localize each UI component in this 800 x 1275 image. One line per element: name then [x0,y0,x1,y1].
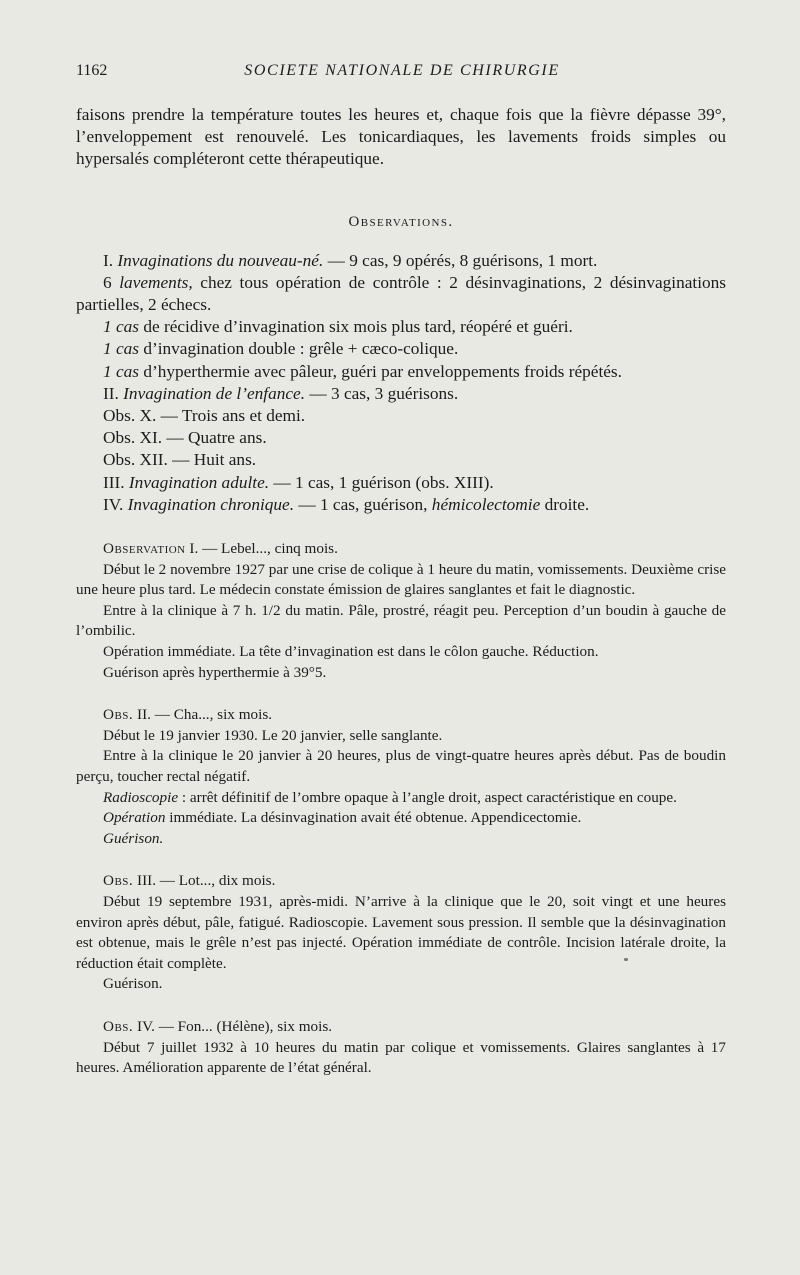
summary-numeral: I. [103,250,114,270]
summary-emphasis: 1 cas [103,339,139,359]
summary-emphasis: hémicolectomie [431,494,541,514]
summary-text: d’hyperthermie avec pâleur, guéri par enveloppements froids répétés. [139,361,622,381]
case-heading [76,705,726,726]
summary-item-4 [76,494,726,516]
case-label: Obs. [103,872,134,890]
summary-item-1c [76,338,726,360]
summary-item-2b: Obs. XI. — Quatre ans. [103,428,267,448]
case-emphasis: Radioscopie [103,788,179,806]
case-paragraph: Opération immédiate. La tête d’invagination est dans le côlon gauche. Réduction. [103,643,599,661]
case-head-text: III. — Lot..., dix mois. [133,872,276,890]
intro-paragraph: faisons prendre la température toutes les heures et, chaque fois que la fièvre dépasse 39°, l’enveloppement est renouvelé. Les tonicardiaques, les lavements froids simples ou hypersalés compléteront cette thérapeutique. [76,105,726,169]
page-number: 1162 [76,62,108,79]
summary-numeral: III. [103,472,125,492]
case-observation-4 [76,1017,726,1079]
case-heading [76,1017,726,1038]
case-paragraph: Début 7 juillet 1932 à 10 heures du matin par colique et vomissements. Glaires sanglantes à 17 heures. Amélioration apparente de l’état général. [76,1038,726,1077]
case-observation-2 [76,705,726,849]
summary-emphasis: lavements, [119,272,193,292]
summary-item-2a: Obs. X. — Trois ans et demi. [103,406,306,426]
summary-item-2 [76,383,726,405]
case-paragraph: Guérison après hyperthermie à 39°5. [103,663,327,681]
case-observation-3 [76,871,726,995]
case-paragraph [76,788,726,809]
case-label: Obs. [103,706,134,724]
case-text: : arrêt définitif de l’ombre opaque à l’angle droit, aspect caractéristique en coupe. [178,788,677,806]
case-paragraph: Début 19 septembre 1931, après-midi. N’arrive à la clinique que le 20, soit vingt et une heures environ après début, pâle, fatigué. Radioscopie. Lavement sous pression. Il semble que la désinvagination est obtenue, mais le grêle n’est pas injecté. Opération immédiate de contrôle. Incision latérale droite, la réduction était complète. [76,892,726,972]
summary-text: droite. [540,494,590,514]
running-header [76,62,728,86]
case-paragraph: Entre à la clinique le 20 janvier à 20 heures, plus de vingt-quatre heures après début. Pas de boudin perçu, toucher rectal négatif. [76,747,726,785]
summary-text: de récidive d’invagination six mois plus tard, réopéré et guéri. [139,317,573,337]
summary-text: chez tous opération de contrôle : 2 désinvaginations, 2 désinvaginations partielles, 2 échecs. [76,272,726,315]
summary-item-1d [76,361,726,383]
summary-lead: 6 [103,272,112,292]
summary-emphasis: 1 cas [103,317,139,337]
summary-numeral: II. [103,383,119,403]
case-head-text: IV. — Fon... (Hélène), six mois. [133,1017,333,1035]
case-observation-1 [76,539,726,683]
case-head-text: I. — Lebel..., cinq mois. [185,540,338,558]
summary-title: Invagination chronique. [127,494,295,514]
running-title: SOCIETE NATIONALE DE CHIRURGIE [244,62,560,79]
summary-item-1a [76,272,726,316]
case-emphasis: Guérison. [103,829,164,847]
case-heading [76,539,726,560]
summary-text: — 3 cas, 3 guérisons. [305,383,459,403]
observations-heading: Observations. [348,213,454,230]
summary-item-1 [76,250,726,272]
case-paragraph [76,808,726,829]
case-paragraph: Début le 2 novembre 1927 par une crise de colique à 1 heure du matin, vomissements. Deuxième crise une heure plus tard. Le médecin constate émission de glaires sanglantes et fait le diagnostic. [76,560,726,599]
summary-item-2c: Obs. XII. — Huit ans. [103,450,257,470]
summary-text: — 9 cas, 9 opérés, 8 guérisons, 1 mort. [323,250,598,270]
summary-numeral: IV. [103,494,124,514]
case-label: Observation [103,540,186,558]
summary-item-3 [76,472,726,494]
text-column [76,104,726,1079]
summary-title: Invaginations du nouveau-né. [117,250,324,270]
case-paragraph: Guérison. [103,975,163,993]
summary-title: Invagination adulte. [128,472,270,492]
case-paragraph: Entre à la clinique à 7 h. 1/2 du matin. Pâle, prostré, réagit peu. Perception d’un boudin à gauche de l’ombilic. [76,601,726,640]
case-paragraph: Début le 19 janvier 1930. Le 20 janvier, selle sanglante. [103,726,443,744]
summary-text: d’invagination double : grêle + cæco-colique. [139,339,459,359]
summary-title: Invagination de l’enfance. [123,383,306,403]
summary-text: — 1 cas, guérison, [294,494,432,514]
case-heading [76,871,726,892]
summary-text: — 1 cas, 1 guérison (obs. XIII). [269,472,494,492]
case-emphasis: Opération [103,809,166,827]
case-paragraph [76,829,726,850]
case-label: Obs. [103,1017,134,1035]
ink-speck [624,958,628,961]
summary-emphasis: 1 cas [103,361,139,381]
summary-item-1b [76,316,726,338]
case-text: immédiate. La désinvagination avait été obtenue. Appendicectomie. [165,809,582,827]
case-head-text: II. — Cha..., six mois. [133,706,273,724]
